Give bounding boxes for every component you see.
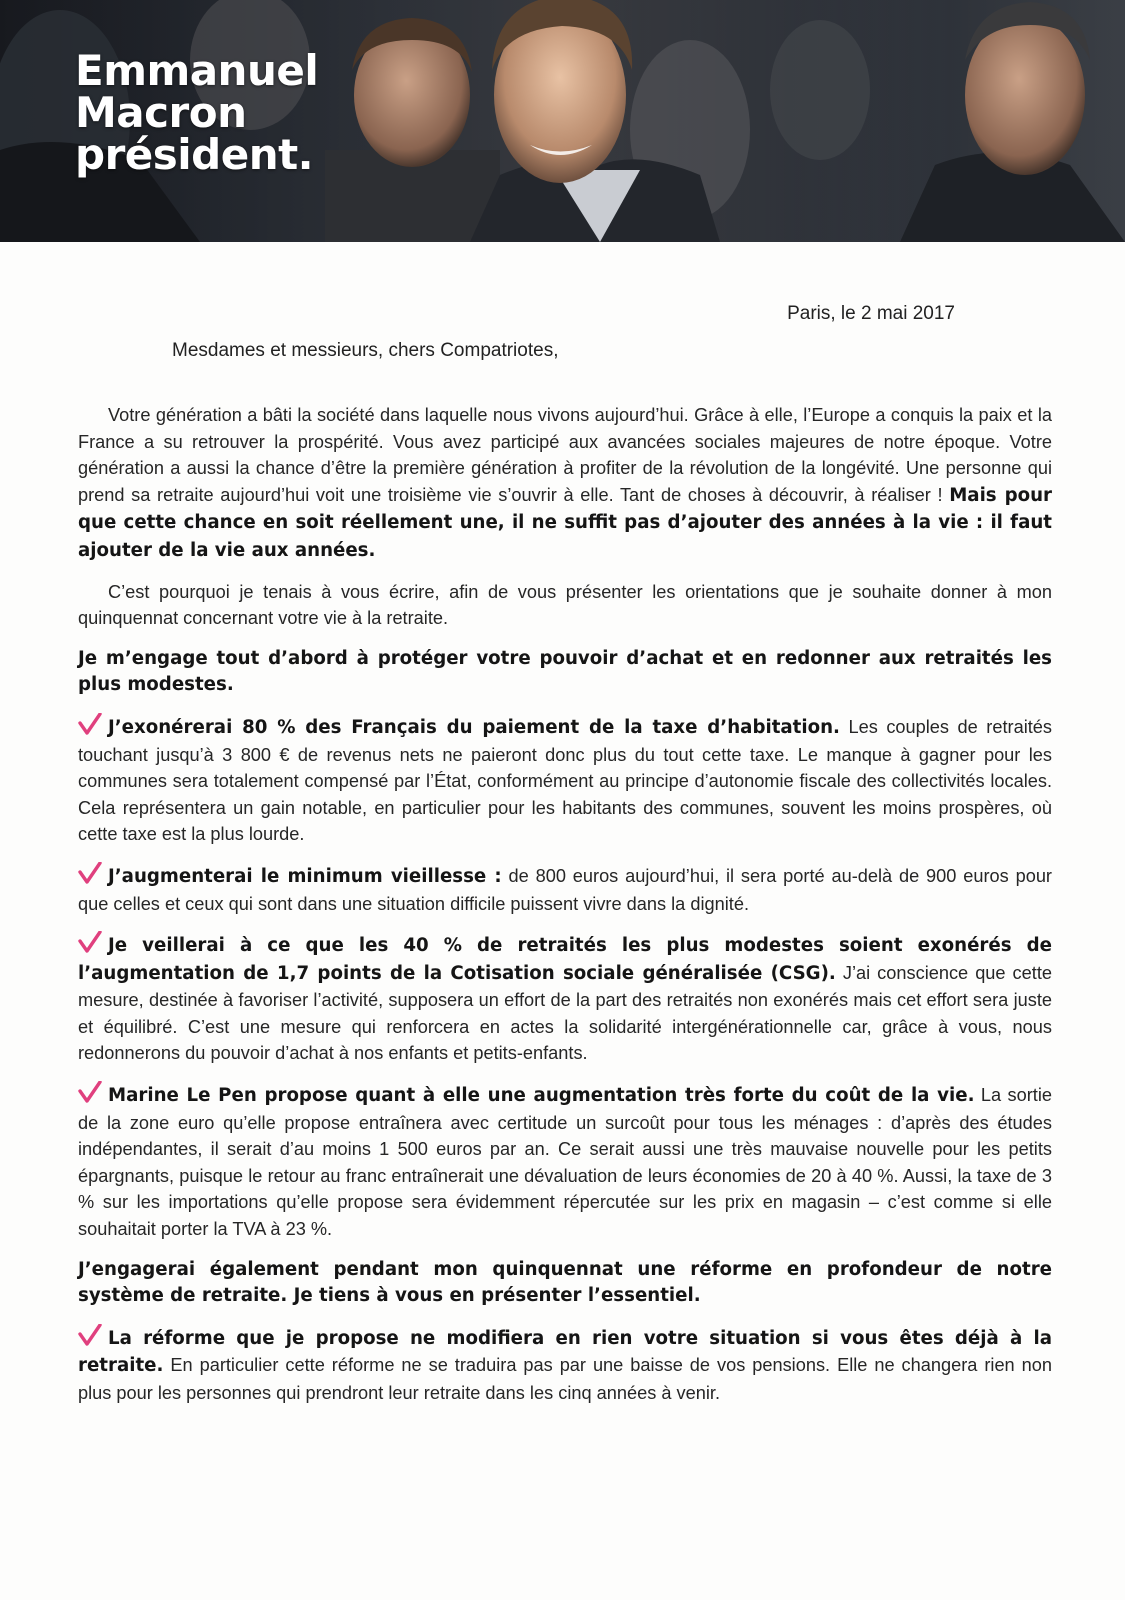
list-item-bold: J’augmenterai le minimum vieillesse : [108,865,502,887]
commitment-heading-2: J’engagerai également pendant mon quinquennat une réforme en profondeur de notre système de retraite. Je tiens à vous en présenter l’essentiel. [78,1258,1052,1307]
list-item [78,1324,1052,1407]
intro-text: Votre génération a bâti la société dans laquelle nous vivons aujourd’hui. Grâce à elle, l’Europe a conquis la paix et la France a su retrouver la prospérité. Vous avez participé aux avancées sociales majeures de notre époque. Votre génération a aussi la chance d’être la première génération à profiter de la révolution de la longévité. Une personne qui prend sa retraite aujourd’hui voit une troisième vie s’ouvrir à elle. Tant de choses à découvrir, à réaliser ! [78,405,1052,505]
list-item [78,1081,1052,1243]
list-item [78,862,1052,917]
letter-date: Paris, le 2 mai 2017 [787,303,955,324]
intro-paragraph [78,402,1052,565]
check-icon [78,931,102,953]
list-item-bold: Je veillerai à ce que les 40 % de retraités les plus modestes soient exonérés de l’augmentation de 1,7 points de la Cotisation sociale généralisée (CSG). [78,935,1052,984]
list-item [78,931,1052,1067]
list-item-text: Les couples de retraités touchant jusqu’à 3 800 € de revenus nets ne paieront donc plus du tout cette taxe. Le manque à gagner pour les communes sera totalement compensé par l’État, conformément au principe d’autonomie fiscale des collectivités locales. Cela représentera un gain notable, en particulier pour les habitants des communes, souvent les moins prospères, où cette taxe est la plus lourde. [78,716,1053,845]
check-icon [78,862,102,884]
photo-banner [0,0,1125,242]
commitment-heading-1: Je m’engage tout d’abord à protéger votre pouvoir d’achat et en redonner aux retraités les plus modestes. [78,647,1052,696]
banner-title [75,46,319,179]
list-item-bold: J’exonérerai 80 % des Français du paiement de la taxe d’habitation. [108,716,840,738]
list-item-text: J’ai conscience que cette mesure, destinée à favoriser l’activité, supposera un effort de la part des retraités non exonérés mais cet effort sera juste et équilibré. C’est une mesure qui renforcera en actes la solidarité intergénérationnelle car, grâce à vous, nous redonnerons du pouvoir d’achat à nos enfants et petits-enfants. [78,962,1052,1064]
list-item [78,713,1052,848]
banner-title-line1: Emmanuel [75,46,319,95]
list-item-text: La sortie de la zone euro qu’elle propose entraînera avec certitude un surcoût pour tous les ménages : d’après des études indépendantes, il serait d’au moins 1 500 euros par an. Ce serait aussi une très mauvaise nouvelle pour les petits épargnants, puisque le retour au franc entraînerait une dévaluation de leurs économies de 20 à 40 %. Aussi, la taxe de 3 % sur les importations qu’elle propose sera évidemment répercutée sur les prix en magasin – c’est comme si elle souhaitait porter la TVA à 23 %. [78,1085,1053,1240]
purpose-paragraph: C’est pourquoi je tenais à vous écrire, afin de vous présenter les orientations que je souhaite donner à mon quinquennat concernant votre vie à la retraite. [78,581,1052,629]
list-item-text: de 800 euros aujourd’hui, il sera porté au-delà de 900 euros pour que celles et ceux qui sont dans une situation difficile puissent vivre dans la dignité. [78,865,1052,914]
check-icon [78,713,102,735]
banner-title-line2: Macron [75,88,247,137]
intro-bold: Mais pour que cette chance en soit réellement une, il ne suffit pas d’ajouter des années à la vie : il faut ajouter de la vie aux années. [78,484,1052,561]
banner-title-line3: président. [75,130,314,179]
letter-salutation: Mesdames et messieurs, chers Compatriotes, [172,340,559,361]
letter-body [78,402,1052,1421]
list-item-bold: Marine Le Pen propose quant à elle une augmentation très forte du coût de la vie. [108,1085,975,1107]
list-item-text: En particulier cette réforme ne se traduira pas par une baisse de vos pensions. Elle ne changera rien non plus pour les personnes qui prendront leur retraite dans les cinq années à venir. [78,1355,1052,1403]
check-icon [78,1081,102,1103]
check-icon [78,1324,102,1346]
list-item-bold: La réforme que je propose ne modifiera en rien votre situation si vous êtes déjà à la retraite. [78,1327,1052,1377]
